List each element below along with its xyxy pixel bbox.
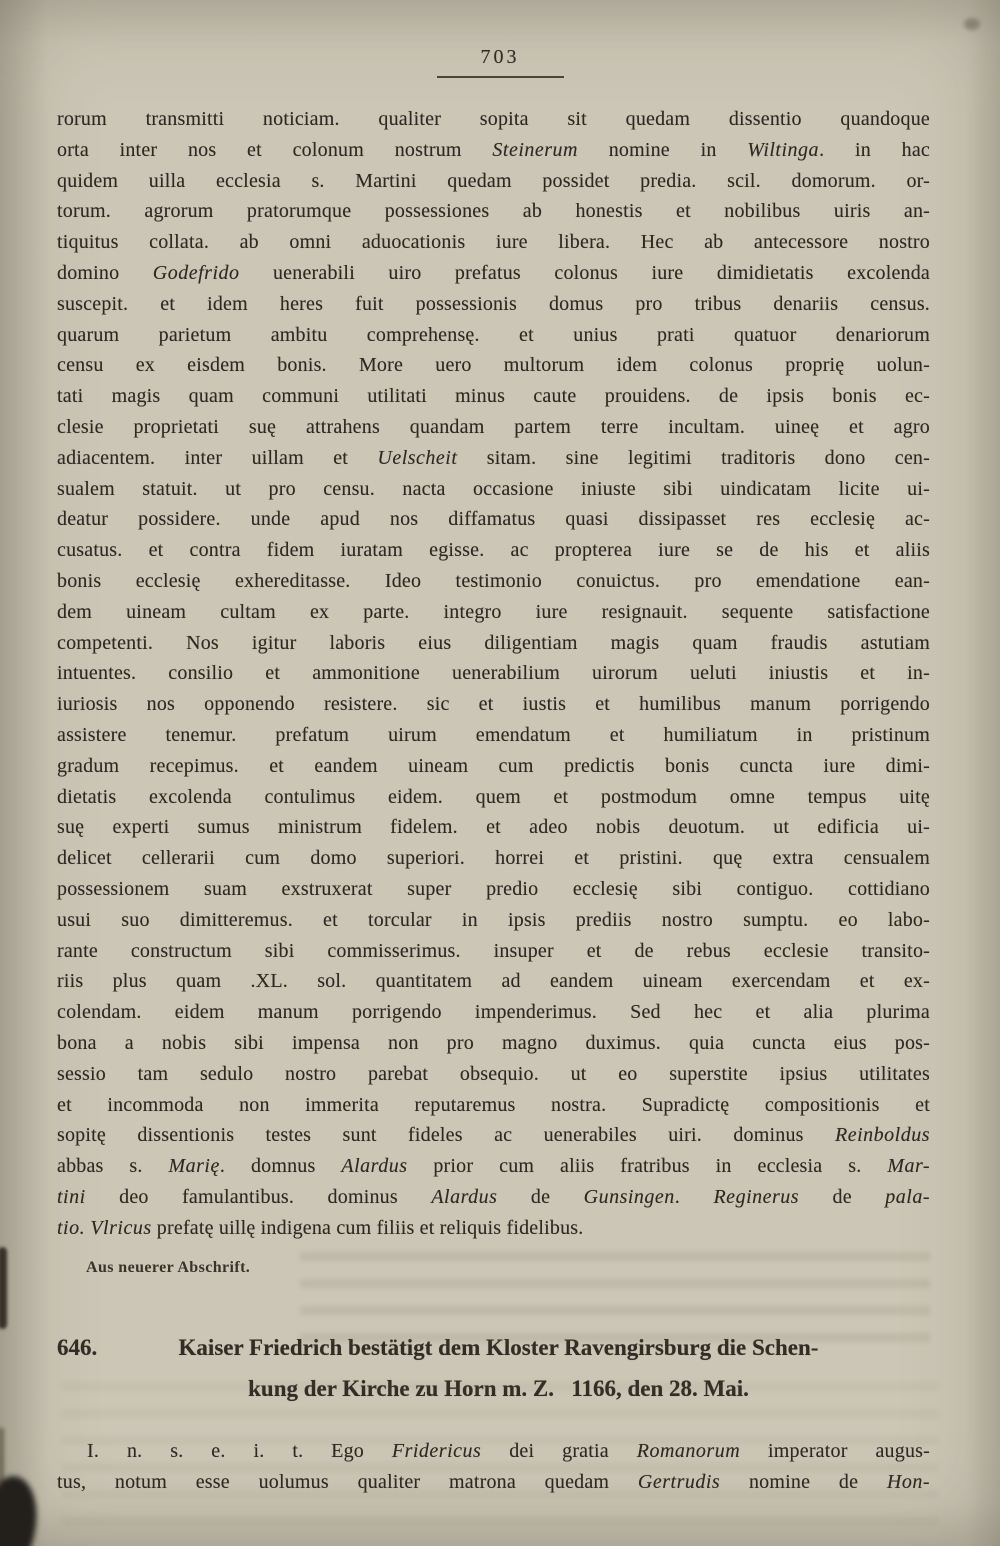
text-line: sopitę dissentionis testes sunt fideles ac uenerabiles uiri. dominus Reinboldus <box>57 1124 930 1147</box>
text-line: tiquitus collata. ab omni aduocationis iure libera. Hec ab antecessore nostro <box>57 231 930 254</box>
italic-name: Reinboldus <box>835 1124 930 1147</box>
text-line: dem uineam cultam ex parte. integro iure resignauit. sequente satisfactione <box>57 600 930 623</box>
italic-name: Fridericus <box>391 1440 482 1463</box>
charter-text-block <box>57 104 930 1243</box>
italic-name: Alardus <box>431 1185 498 1208</box>
source-note: Aus neuerer Abschrift. <box>86 1259 251 1277</box>
italic-name: Hon- <box>886 1471 930 1494</box>
text-line: assistere tenemur. prefatum uirum emendatum et humiliatum in pristinum <box>57 723 930 746</box>
text-line: deatur possidere. unde apud nos diffamatus quasi dissipasset res ecclesię ac- <box>57 508 930 531</box>
page-header <box>0 0 1000 78</box>
text-line: riis plus quam .XL. sol. quantitatem ad eandem uineam exercendam et ex- <box>57 970 930 993</box>
italic-name: pala- <box>885 1185 930 1208</box>
text-line: domino Godefrido uenerabili uiro prefatus colonus iure dimidietatis excolenda <box>57 261 931 284</box>
italic-name: Mar- <box>887 1155 931 1178</box>
text-line: clesie proprietati suę attrahens quandam partem terre incultam. uineę et agro <box>57 415 930 438</box>
italic-name: Steinerum <box>492 138 578 161</box>
text-line: suę experti sumus ministrum fidelem. et adeo nobis deuotum. ut edificia ui- <box>57 816 930 839</box>
text-line: cusatus. et contra fidem iuratam egisse. ac propterea iure se de his et aliis <box>57 539 930 562</box>
text-line: abbas s. Marię. domnus Alardus prior cum aliis fratribus in ecclesia s. Mar- <box>57 1155 931 1178</box>
entry-heading <box>57 1327 940 1409</box>
text-line: suscepit. et idem heres fuit possessionis domus pro tribus denariis census. <box>57 292 930 315</box>
italic-name: Vlricus <box>90 1216 152 1239</box>
text-line: intuentes. consilio et ammonitione uenerabilium uirorum ueluti iniustis et in- <box>57 662 930 685</box>
text-line: tio. Vlricus prefatę uillę indigena cum filiis et reliquis fidelibus. <box>57 1216 584 1239</box>
text-line: sualem statuit. ut pro censu. nacta occasione iniuste sibi uindicatam licite ui- <box>57 477 930 500</box>
text-line: I. n. s. e. i. t. Ego Fridericus dei gratia Romanorum imperator augus- <box>87 1440 930 1463</box>
italic-name: Gertrudis <box>637 1471 721 1494</box>
italic-name: Romanorum <box>636 1440 741 1463</box>
scan-artifact-ink-streak <box>0 1247 7 1329</box>
italic-name: Alardus <box>341 1155 408 1178</box>
italic-name: Marię <box>168 1155 220 1178</box>
text-line: bona a nobis sibi impensa non pro magno duximus. quia cuncta eius pos- <box>57 1031 930 1054</box>
text-line: gradum recepimus. et eandem uineam cum predictis bonis cuncta iure dimi- <box>57 754 930 777</box>
text-line: rante constructum sibi commisserimus. insuper et de rebus ecclesie transito- <box>57 939 930 962</box>
text-line: tus, notum esse uolumus qualiter matrona quedam Gertrudis nomine de Hon- <box>57 1471 930 1494</box>
text-line: rorum transmitti noticiam. qualiter sopita sit quedam dissentio quandoque <box>57 108 930 130</box>
text-line: colendam. eidem manum porrigendo impenderimus. Sed hec et alia plurima <box>57 1001 930 1024</box>
text-line: competenti. Nos igitur laboris eius diligentiam magis quam fraudis astutiam <box>57 631 930 654</box>
italic-name: Reginerus <box>713 1185 800 1208</box>
entry-heading-line1: Kaiser Friedrich bestätigt dem Kloster Ravengirsburg die Schen- <box>178 1335 819 1361</box>
text-line: bonis ecclesię exhereditasse. Ideo testimonio conuictus. pro emendatione ean- <box>57 569 930 592</box>
text-line: sessio tam sedulo nostro parebat obsequio. ut eo superstite ipsius utilitates <box>57 1062 930 1085</box>
italic-name: Gunsingen <box>583 1185 675 1208</box>
text-line: censu ex eisdem bonis. More uero multorum idem colonus proprię uolun- <box>57 354 930 377</box>
entry-number: 646. <box>57 1335 98 1361</box>
text-line: possessionem suam exstruxerat super predio ecclesię sibi contiguo. cottidiano <box>57 877 930 900</box>
text-line: tini deo famulantibus. dominus Alardus de Gunsingen. Reginerus de pala- <box>57 1185 930 1208</box>
italic-name: Wiltinga <box>747 138 820 161</box>
scan-artifact-corner-smudge <box>0 1471 45 1546</box>
text-line: et incommoda non immerita reputaremus nostra. Supradictę compositionis et <box>57 1093 930 1116</box>
text-line: tati magis quam communi utilitati minus caute prouidens. de ipsis bonis ec- <box>57 385 930 408</box>
text-line: delicet cellerarii cum domo superiori. horrei et pristini. quę extra censualem <box>57 847 930 870</box>
entry-heading-line2: kung der Kirche zu Horn m. Z. 1166, den 28. Mai. <box>248 1376 749 1402</box>
text-line: dietatis excolenda contulimus eidem. quem et postmodum omne tempus uitę <box>57 785 930 808</box>
text-line: orta inter nos et colonum nostrum Steinerum nomine in Wiltinga. in hac <box>57 138 930 161</box>
page-number: 703 <box>437 46 564 78</box>
text-line: torum. agrorum pratorumque possessiones ab honestis et nobilibus uiris an- <box>57 200 930 223</box>
text-line: quarum parietum ambitu comprehensę. et unius prati quatuor denariorum <box>57 323 930 346</box>
entry-text-block <box>57 1436 930 1498</box>
text-line: usui suo dimitteremus. et torcular in ipsis prediis nostro sumptu. eo labo- <box>57 908 930 931</box>
italic-name: Godefrido <box>152 261 240 284</box>
italic-name: tini <box>57 1185 86 1208</box>
italic-name: tio. <box>57 1216 86 1239</box>
text-line: quidem uilla ecclesia s. Martini quedam possidet predia. scil. domorum. or- <box>57 169 930 192</box>
text-line: iuriosis nos opponendo resistere. sic et iustis et humilibus manum porrigendo <box>57 693 930 716</box>
text-line: adiacentem. inter uillam et Uelscheit sitam. sine legitimi traditoris dono cen- <box>57 446 930 469</box>
italic-name: Uelscheit <box>377 446 458 469</box>
scan-artifact-ink-streak <box>0 1428 4 1484</box>
